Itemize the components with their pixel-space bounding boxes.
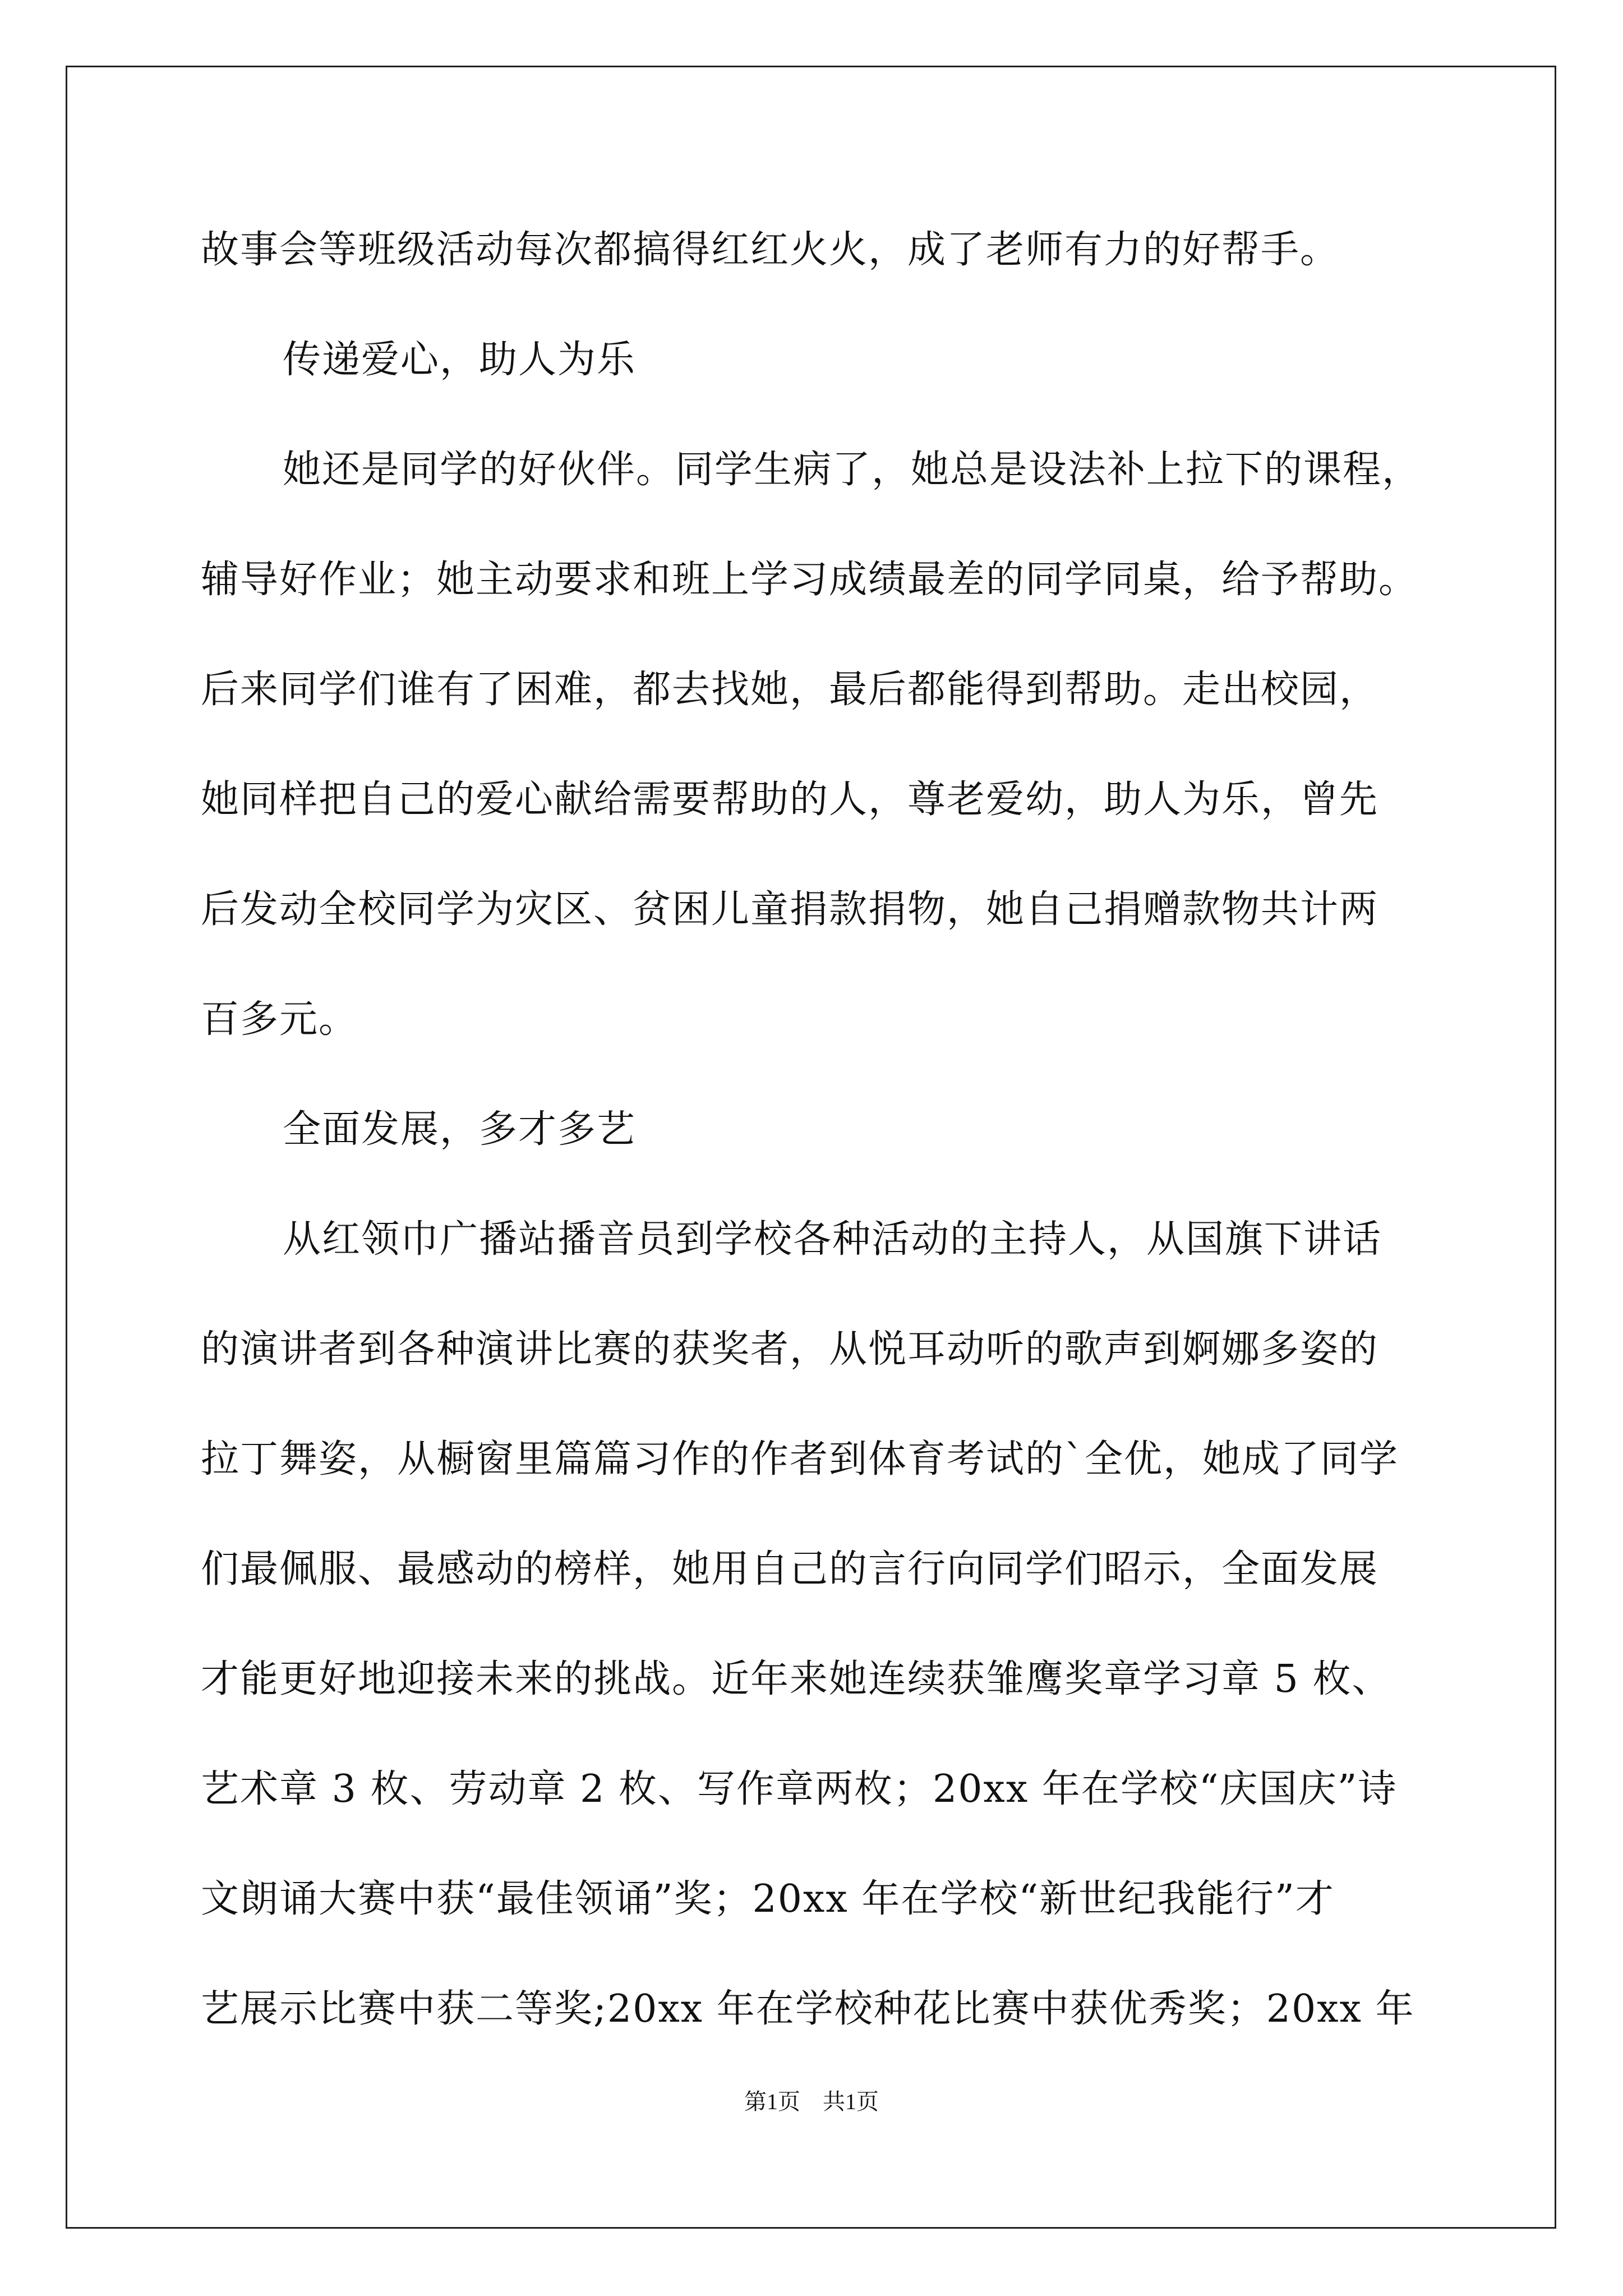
text-line: 拉丁舞姿，从橱窗里篇篇习作的作者到体育考试的`全优，她成了同学: [201, 1437, 1399, 1481]
text-line: 辅导好作业；她主动要求和班上学习成绩最差的同学同桌，给予帮助。: [201, 558, 1418, 602]
text-line: 文朗诵大赛中获“最佳领诵”奖；20xx 年在学校“新世纪我能行”才: [201, 1877, 1335, 1921]
text-line: 才能更好地迎接未来的挑战。近年来她连续获雏鹰奖章学习章 5 枚、: [201, 1657, 1391, 1701]
text-line: 艺术章 3 枚、劳动章 2 枚、写作章两枚；20xx 年在学校“庆国庆”诗: [201, 1767, 1398, 1811]
text-line: 故事会等班级活动每次都搞得红红火火，成了老师有力的好帮手。: [201, 228, 1340, 272]
paragraph-first-line: 从红领巾广播站播音员到学校各种活动的主持人，从国旗下讲话: [283, 1217, 1382, 1262]
page-footer: 第1页 共1页: [744, 2089, 879, 2114]
section-heading: 传递爱心，助人为乐: [283, 338, 637, 382]
text-line: 的演讲者到各种演讲比赛的获奖者，从悦耳动听的歌声到婀娜多姿的: [201, 1327, 1379, 1372]
paragraph-first-line: 她还是同学的好伙伴。同学生病了，她总是设法补上拉下的课程，: [283, 448, 1422, 492]
text-line: 后发动全校同学为灾区、贫困儿童捐款捐物，她自己捐赠款物共计两: [201, 887, 1379, 932]
text-line: 后来同学们谁有了困难，都去找她，最后都能得到帮助。走出校园，: [201, 668, 1379, 712]
text-line: 百多元。: [201, 997, 358, 1042]
section-heading: 全面发展，多才多艺: [283, 1107, 637, 1152]
text-line: 艺展示比赛中获二等奖;20xx 年在学校种花比赛中获优秀奖；20xx 年: [201, 1987, 1415, 2031]
text-line: 们最佩服、最感动的榜样，她用自己的言行向同学们昭示，全面发展: [201, 1547, 1379, 1591]
text-line: 她同样把自己的爱心献给需要帮助的人，尊老爱幼，助人为乐，曾先: [201, 777, 1379, 822]
